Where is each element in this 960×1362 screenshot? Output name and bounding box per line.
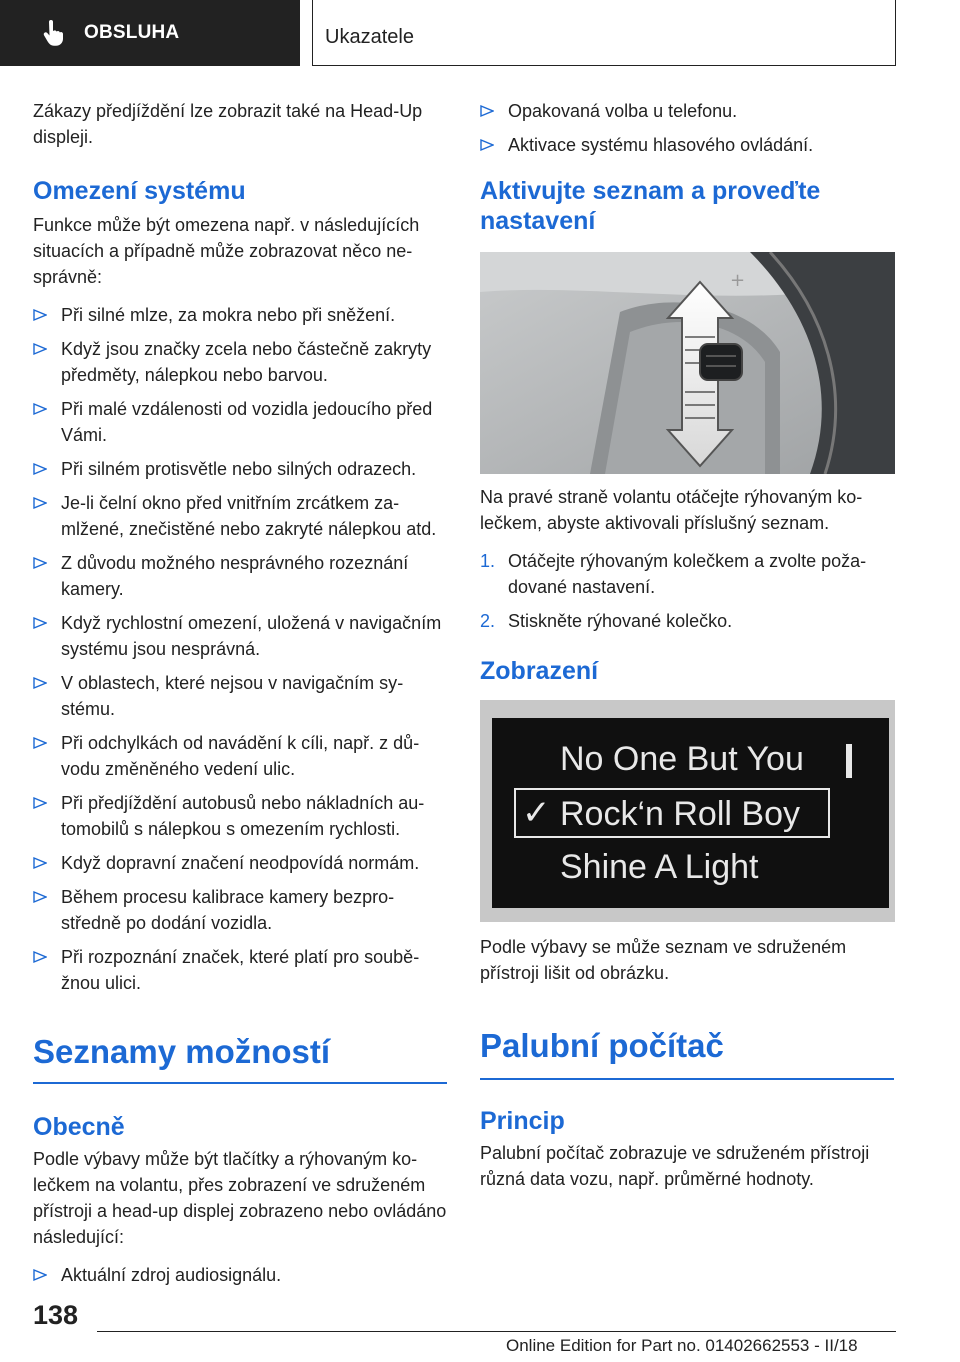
triangle-bullet-icon [33, 308, 47, 322]
page-number: 138 [33, 1300, 79, 1330]
list-item-text: Při silné mlze, za mokra nebo při sněžení. [61, 305, 396, 325]
list-item [33, 850, 447, 876]
step-number: 2. [480, 611, 496, 631]
triangle-bullet-icon [33, 342, 47, 356]
list-item [33, 884, 447, 936]
general-heading: Obecně [33, 1112, 125, 1141]
principle-heading: Princip [480, 1106, 565, 1135]
triangle-bullet-icon [33, 462, 47, 476]
steering-wheel-illustration [480, 252, 895, 474]
list-item-text: Z důvodu možného nesprávného rozeznání kamery. [61, 553, 409, 599]
triangle-bullet-icon [33, 950, 47, 964]
options-heading: Seznamy možností [33, 1033, 331, 1070]
activate-text: Na pravé straně volantu otáčejte rýhovaným kolečkem, abyste aktivovali příslušný seznam. [480, 487, 863, 533]
list-item-text: Při rozpoznání značek, které platí pro souběžnou ulici. [61, 947, 420, 993]
list-item-text: Když rychlostní omezení, uložená v navigačním systému jsou nesprávná. [61, 613, 442, 659]
step-number: 1. [480, 551, 496, 571]
triangle-bullet-icon [480, 104, 494, 118]
list-item [33, 790, 447, 842]
list-item-text: Když dopravní značení neodpovídá normám. [61, 853, 420, 873]
display-scrollbar [846, 744, 852, 778]
list-item-text: Během procesu kalibrace kamery bezprostředně po dodání vozidla. [61, 887, 395, 933]
list-item-text: Opakovaná volba u telefonu. [508, 101, 738, 121]
step-text: Otáčejte rýhovaným kolečkem a zvolte požadované nastavení. [508, 551, 867, 597]
triangle-bullet-icon [33, 856, 47, 870]
limits-list [33, 302, 447, 996]
general-list [33, 1262, 447, 1288]
display-item-2: Rock‘n Roll Boy [560, 795, 800, 833]
display-list-image [480, 700, 895, 922]
list-item-text: Je-li čelní okno před vnitřním zrcátkem zamlžené, znečistěné nebo zakryté nálepkou atd. [61, 493, 437, 539]
computer-divider [480, 1078, 894, 1080]
list-item [480, 98, 894, 124]
list-item-text: Při malé vzdálenosti od vozidla jedoucího před Vámi. [61, 399, 433, 445]
header-tab-label: OBSLUHA [84, 22, 180, 43]
header-tab [0, 0, 300, 66]
list-item [33, 490, 447, 542]
intro-text: Zákazy předjíždění lze zobrazit také na Head-Up displeji. [33, 101, 423, 147]
step-text: Stiskněte rýhované kolečko. [508, 611, 733, 631]
display-item-3: Shine A Light [560, 848, 759, 886]
display-item-1: No One But You [560, 740, 804, 778]
limits-text: Funkce může být omezena např. v následujících situacích a případně může zobrazovat něco nesprávně: [33, 215, 420, 287]
footer-divider [97, 1331, 896, 1332]
list-item-text: Když jsou značky zcela nebo částečně zakryty předměty, nálepkou nebo barvou. [61, 339, 432, 385]
list-item [33, 396, 447, 448]
list-item [33, 730, 447, 782]
list-item [33, 610, 447, 662]
options-divider [33, 1082, 447, 1084]
triangle-bullet-icon [33, 616, 47, 630]
general-list-continued [480, 98, 894, 158]
step-item [480, 608, 894, 634]
general-text: Podle výbavy může být tlačítky a rýhovaným kolečkem na volantu, přes zobrazení ve sdruženém přístroji a head-up displej zobrazeno nebo ovládáno následující: [33, 1148, 447, 1247]
list-item-text: V oblastech, které nejsou v navigačním systému. [61, 673, 404, 719]
left-column [33, 98, 447, 1296]
list-item-text: Při odchylkách od navádění k cíli, např. z důvodu změněného vedení ulic. [61, 733, 420, 779]
triangle-bullet-icon [33, 736, 47, 750]
list-item [33, 550, 447, 602]
display-heading: Zobrazení [480, 657, 599, 685]
triangle-bullet-icon [33, 890, 47, 904]
list-item [480, 132, 894, 158]
triangle-bullet-icon [33, 402, 47, 416]
display-check-icon: ✓ [522, 794, 551, 832]
list-item-text: Aktivace systému hlasového ovládání. [508, 135, 814, 155]
triangle-bullet-icon [480, 138, 494, 152]
list-item-text: Aktuální zdroj audiosignálu. [61, 1264, 282, 1285]
list-item [33, 670, 447, 722]
footer-edition: Online Edition for Part no. 01402662553 - II/18 [506, 1336, 858, 1355]
list-item-text: Při předjíždění autobusů nebo nákladních automobilů s nálepkou s omezením rychlosti. [61, 793, 425, 839]
list-item [33, 336, 447, 388]
right-column [480, 98, 894, 1192]
triangle-bullet-icon [33, 496, 47, 510]
header-section-title: Ukazatele [312, 0, 896, 66]
steps-list [480, 548, 894, 634]
list-item [33, 456, 447, 482]
limits-heading: Omezení systému [33, 177, 246, 205]
touch-hand-icon [38, 18, 68, 48]
triangle-bullet-icon [33, 676, 47, 690]
triangle-bullet-icon [33, 556, 47, 570]
activate-heading: Aktivujte seznam a proveďte nastavení [480, 177, 821, 235]
list-item [33, 1262, 447, 1288]
computer-heading: Palubní počítač [480, 1027, 724, 1064]
steering-wheel-image [480, 252, 895, 474]
triangle-bullet-icon [33, 1268, 47, 1282]
list-item-text: Při silném protisvětle nebo silných odrazech. [61, 459, 417, 479]
svg-text:+: + [730, 270, 746, 291]
list-item [33, 944, 447, 996]
triangle-bullet-icon [33, 796, 47, 810]
display-text: Podle výbavy se může seznam ve sdruženém přístroji lišit od obrázku. [480, 937, 847, 983]
principle-text: Palubní počítač zobrazuje ve sdruženém přístroji různá data vozu, např. průměrné hodnoty. [480, 1142, 870, 1189]
step-item [480, 548, 894, 600]
list-item [33, 302, 447, 328]
